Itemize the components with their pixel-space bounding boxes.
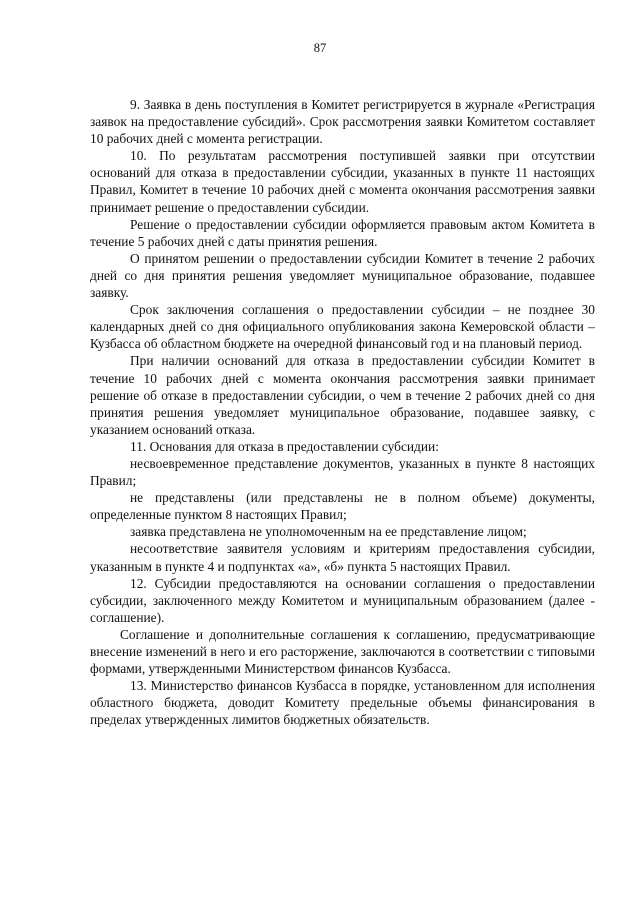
refusal-ground-item: несоответствие заявителя условиям и критериям предоставления субсидии, указанным в пункте 4 и подпунктах «а», «б» пункта 5 настоящих Правил. — [90, 541, 595, 574]
refusal-ground-item: не представлены (или представлены не в полном объеме) документы, определенные пунктом 8 настоящих Правил; — [90, 490, 595, 523]
paragraph-notification: О принятом решении о предоставлении субсидии Комитет в течение 2 рабочих дней со дня принятия решения уведомляет муниципальное образование, подавшее заявку. — [90, 250, 595, 301]
paragraph-agreement-forms: Соглашение и дополнительные соглашения к соглашению, предусматривающие внесение изменений в него и его расторжение, заключаются в соответствии с типовыми формами, утвержденными Министерством финансов Кузбасса. — [90, 626, 595, 677]
paragraph-agreement-term: Срок заключения соглашения о предоставлении субсидии – не позднее 30 календарных дней со дня официального опубликования закона Кемеровской области – Кузбасса об областном бюджете на очередной финансовый год и на плановый период. — [90, 302, 595, 352]
paragraph-10: 10. По результатам рассмотрения поступившей заявки при отсутствии оснований для отказа в предоставлении субсидии, указанных в пункте 11 настоящих Правил, Комитет в течение 10 рабочих дней с момента окончания рассмотрения заявки принимает решение о предоставлении субсидии. — [90, 148, 595, 215]
page-number: 87 — [313, 41, 327, 55]
paragraph-refusal-decision: При наличии оснований для отказа в предоставлении субсидии Комитет в течение 10 рабочих дней с момента окончания рассмотрения заявки принимает решение об отказе в предоставлении субсидии, о чем в течение 2 рабочих дней со дня принятия решения уведомляет муниципальное образование, подавшее заявку, с указанием оснований отказа. — [90, 353, 595, 437]
refusal-ground-item: несвоевременное представление документов, указанных в пункте 8 настоящих Правил; — [90, 455, 595, 489]
paragraph-13: 13. Министерство финансов Кузбасса в порядке, установленном для исполнения областного бюджета, доводит Комитету предельные объемы финансирования в пределах утвержденных лимитов бюджетных обязательств. — [90, 678, 595, 728]
document-body — [90, 96, 595, 728]
paragraph-decision-form: Решение о предоставлении субсидии оформляется правовым актом Комитета в течение 5 рабочих дней с даты принятия решения. — [90, 216, 595, 249]
paragraph-11-heading: 11. Основания для отказа в предоставлении субсидии: — [130, 438, 439, 454]
paragraph-9: 9. Заявка в день поступления в Комитет регистрируется в журнале «Регистрация заявок на предоставление субсидий». Срок рассмотрения заявки Комитетом составляет 10 рабочих дней с момента регистрации. — [90, 97, 595, 147]
refusal-ground-item: заявка представлена не уполномоченным на ее представление лицом; — [130, 524, 527, 540]
paragraph-12: 12. Субсидии предоставляются на основании соглашения о предоставлении субсидии, заключенного между Комитетом и муниципальным образованием (далее - соглашение). — [90, 575, 595, 625]
